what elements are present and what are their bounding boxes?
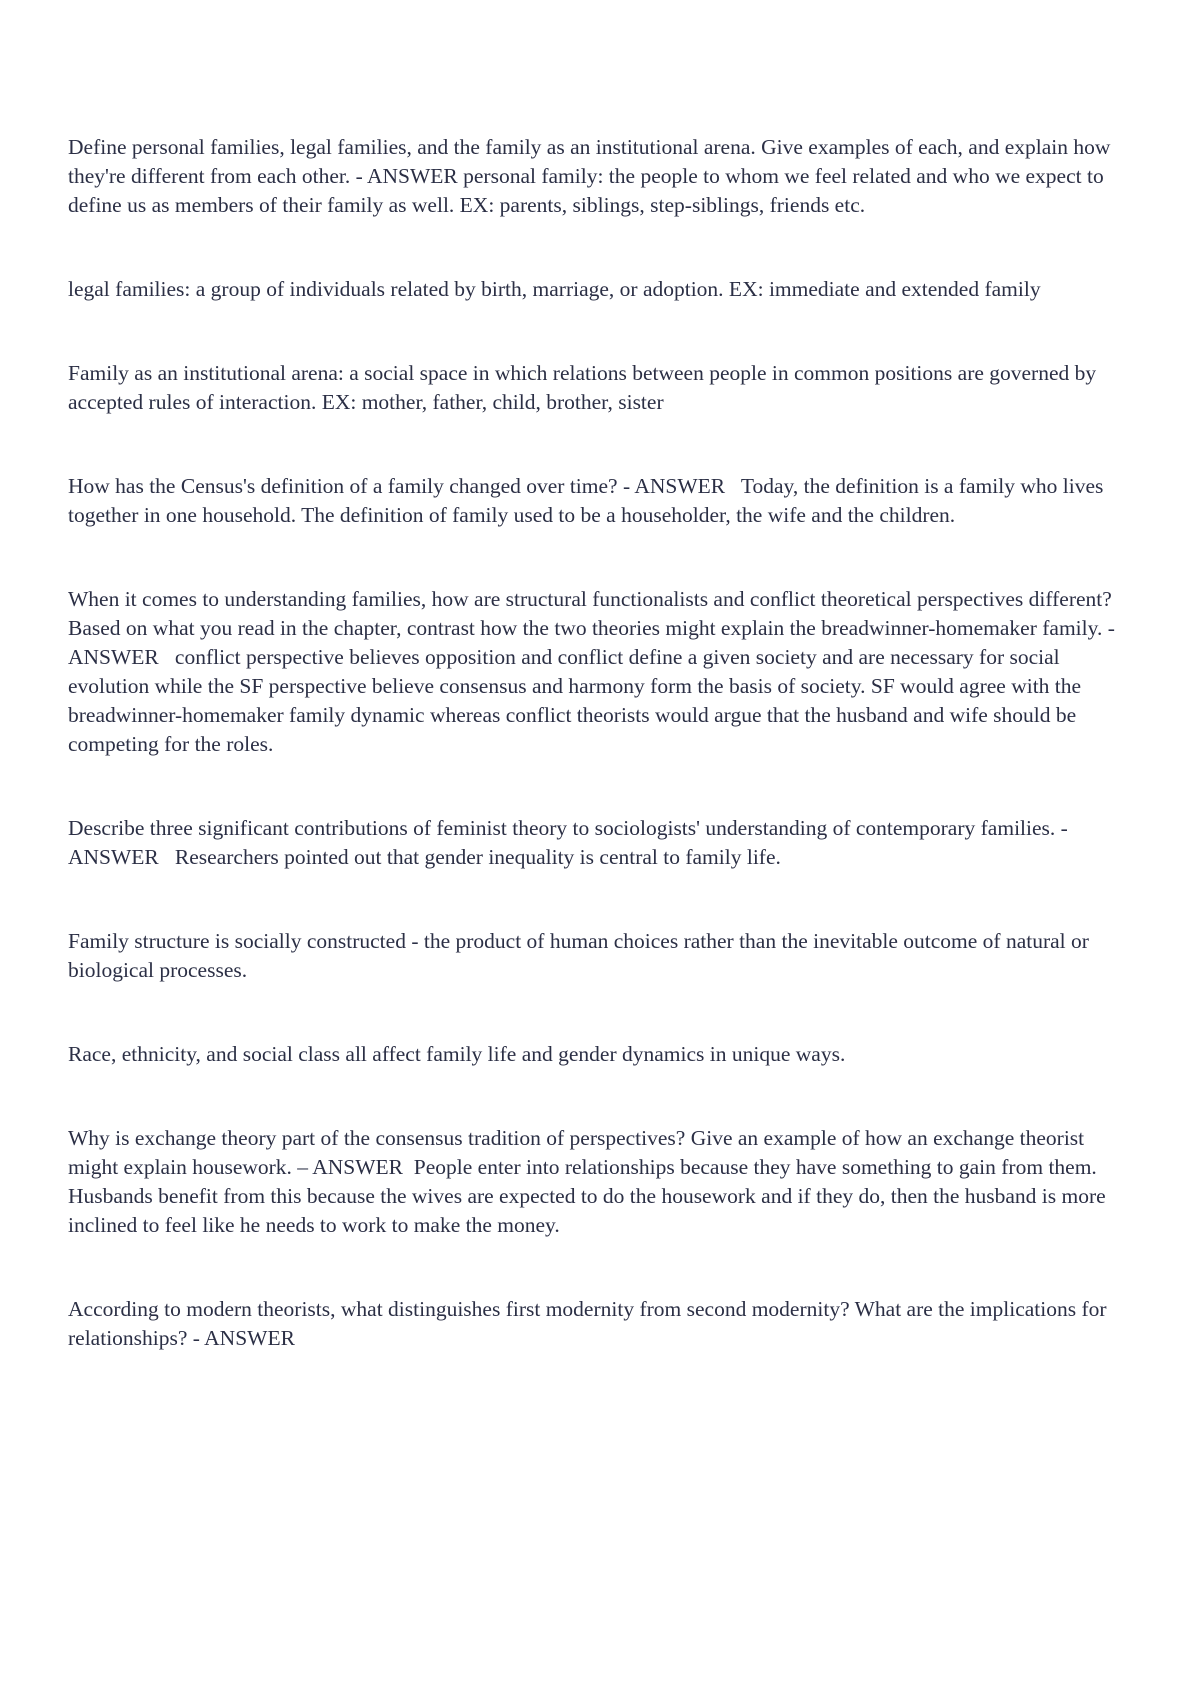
paragraph-exchange-theory: Why is exchange theory part of the consensus tradition of perspectives? Give an example of how an exchange theorist might explain housework. – ANSWER People enter into relationships because they have something to gain from them. Husbands benefit from this because the wives are expected to do the housework and if they do, then the husband is more inclined to feel like he needs to work to make the money. [68,1126,1112,1237]
paragraph-functionalist-conflict: When it comes to understanding families, how are structural functionalists and conflict theoretical perspectives different? Based on what you read in the chapter, contrast how the two theories might explain the breadwinner-homemaker family. - ANSWER conflict perspective believes opposition and conflict define a given society and are necessary for social evolution while the SF perspective believe consensus and harmony form the basis of society. SF would agree with the breadwinner-homemaker family dynamic whereas conflict theorists would argue that the husband and wife should be competing for the roles. [68,587,1120,756]
paragraph-personal-families: Define personal families, legal families, and the family as an institutional arena. Give examples of each, and explain how they're different from each other. - ANSWER personal family: the people to whom we feel related and who we expect to define us as members of their family as well. EX: parents, siblings, step-siblings, friends etc. [68,135,1116,217]
paragraph-institutional-arena: Family as an institutional arena: a social space in which relations between people in common positions are governed by accepted rules of interaction. EX: mother, father, child, brother, sister [68,361,1102,414]
document-body [68,133,1133,1353]
paragraph-modernity: According to modern theorists, what distinguishes first modernity from second modernity? What are the implications for relationships? - ANSWER [68,1297,1112,1350]
paragraph-race-ethnicity-class: Race, ethnicity, and social class all affect family life and gender dynamics in unique ways. [68,1042,846,1066]
paragraph-legal-families: legal families: a group of individuals related by birth, marriage, or adoption. EX: immediate and extended family [68,277,1041,301]
paragraph-census-definition: How has the Census's definition of a family changed over time? - ANSWER Today, the definition is a family who lives together in one household. The definition of family used to be a householder, the wife and the children. [68,474,1109,527]
paragraph-socially-constructed: Family structure is socially constructed - the product of human choices rather than the inevitable outcome of natural or biological processes. [68,929,1095,982]
paragraph-feminist-theory: Describe three significant contributions of feminist theory to sociologists' understanding of contemporary families. - ANSWER Researchers pointed out that gender inequality is central to family life. [68,816,1073,869]
